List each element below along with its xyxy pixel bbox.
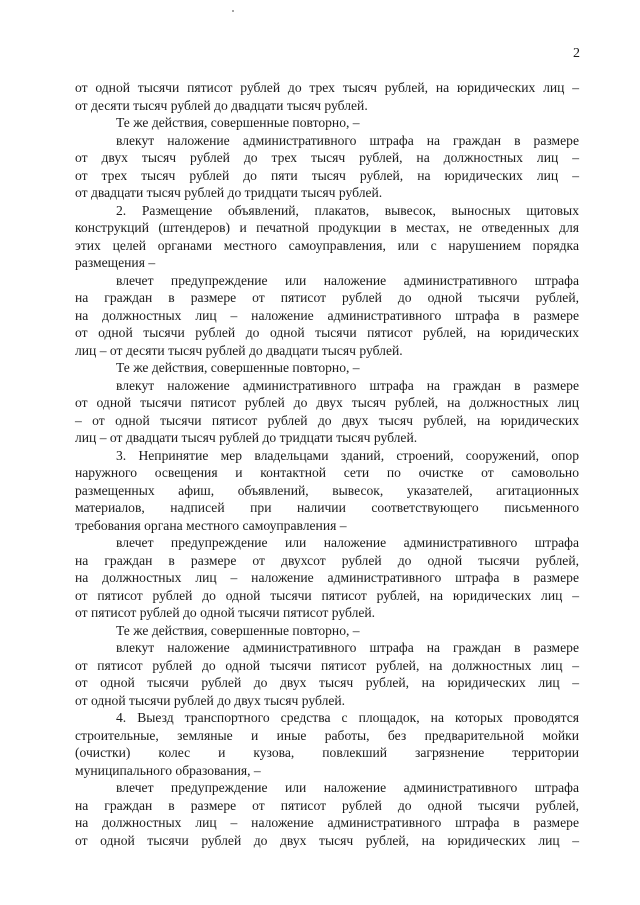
text-line: этих целей органами местного самоуправления, или с нарушением порядка bbox=[75, 237, 579, 253]
text-line: влекут наложение административного штрафа на граждан в размере bbox=[116, 132, 579, 148]
text-line: от двух тысяч рублей до трех тысяч рублей, на должностных лиц – bbox=[75, 150, 579, 165]
text-line: от пятисот рублей до одной тысячи пятисот рублей, на юридических лиц – bbox=[75, 587, 579, 603]
text-line: 2. Размещение объявлений, плакатов, вывесок, выносных щитовых bbox=[116, 202, 579, 218]
document-body bbox=[75, 79, 579, 849]
text-line: влекут наложение административного штрафа на граждан в размере bbox=[116, 640, 579, 655]
text-line: на должностных лиц – наложение административного штрафа в размере bbox=[75, 570, 579, 585]
text-line: строительные, земляные и иные работы, без предварительной мойки bbox=[75, 727, 579, 743]
text-line: от одной тысячи рублей до двух тысяч рублей. bbox=[75, 692, 346, 708]
page-number: 2 bbox=[573, 46, 580, 61]
text-line: от двадцати тысяч рублей до тридцати тысяч рублей. bbox=[75, 185, 383, 200]
text-line: на граждан в размере от двухсот рублей до одной тысячи рублей, bbox=[75, 552, 579, 568]
text-line: от пятисот рублей до одной тысячи пятисот рублей, на должностных лиц – bbox=[75, 657, 579, 673]
text-line: 3. Непринятие мер владельцами зданий, строений, сооружений, опор bbox=[116, 447, 579, 463]
text-line: муниципального образования, – bbox=[75, 762, 261, 778]
text-line: от одной тысячи рублей до двух тысяч рублей, на юридических лиц – bbox=[75, 675, 579, 690]
text-line: требования органа местного самоуправления – bbox=[75, 517, 347, 533]
text-line: от одной тысячи пятисот рублей до двух тысяч рублей, на должностных лиц bbox=[75, 395, 579, 410]
text-line: на граждан в размере от пятисот рублей до одной тысячи рублей, bbox=[75, 290, 579, 305]
text-line: конструкций (штендеров) и печатной продукции в местах, не отведенных для bbox=[75, 220, 579, 235]
text-line: от десяти тысяч рублей до двадцати тысяч рублей. bbox=[75, 97, 368, 113]
text-line: от пятисот рублей до одной тысячи пятисот рублей. bbox=[75, 605, 376, 620]
text-line: лиц – от десяти тысяч рублей до двадцати тысяч рублей. bbox=[75, 342, 403, 358]
scan-speck bbox=[232, 10, 234, 12]
text-line: на должностных лиц – наложение административного штрафа в размере bbox=[75, 307, 579, 323]
text-line: размещения – bbox=[75, 255, 156, 270]
text-line: влечет предупреждение или наложение административного штрафа bbox=[116, 535, 579, 550]
text-line: влечет предупреждение или наложение административного штрафа bbox=[116, 780, 579, 795]
text-line: на граждан в размере от пятисот рублей до одной тысячи рублей, bbox=[75, 797, 579, 813]
text-line: наружного освещения и контактной сети по очистке от самовольно bbox=[75, 465, 579, 480]
text-line: – от одной тысячи пятисот рублей до двух тысяч рублей, на юридических bbox=[75, 412, 579, 428]
text-line: от одной тысячи рублей до одной тысячи пятисот рублей, на юридических bbox=[75, 325, 579, 340]
text-line: лиц – от двадцати тысяч рублей до тридцати тысяч рублей. bbox=[75, 430, 418, 445]
text-line: от одной тысячи пятисот рублей до трех тысяч рублей, на юридических лиц – bbox=[75, 80, 579, 95]
text-line: (очистки) колес и кузова, повлекший загрязнение территории bbox=[75, 745, 579, 760]
text-line: размещенных афиш, объявлений, вывесок, указателей, агитационных bbox=[75, 482, 579, 498]
text-line: на должностных лиц – наложение административного штрафа в размере bbox=[75, 815, 579, 830]
text-line: Те же действия, совершенные повторно, – bbox=[116, 622, 360, 638]
text-line: 4. Выезд транспортного средства с площадок, на которых проводятся bbox=[116, 710, 579, 725]
text-line: Те же действия, совершенные повторно, – bbox=[116, 360, 360, 375]
text-line: влекут наложение административного штрафа на граждан в размере bbox=[116, 377, 579, 393]
text-line: Те же действия, совершенные повторно, – bbox=[116, 115, 360, 130]
text-line: от трех тысяч рублей до пяти тысяч рублей, на юридических лиц – bbox=[75, 167, 579, 183]
text-line: от одной тысячи рублей до двух тысяч рублей, на юридических лиц – bbox=[75, 832, 579, 848]
text-line: влечет предупреждение или наложение административного штрафа bbox=[116, 272, 579, 288]
text-line: материалов, надписей при наличии соответствующего письменного bbox=[75, 500, 579, 515]
